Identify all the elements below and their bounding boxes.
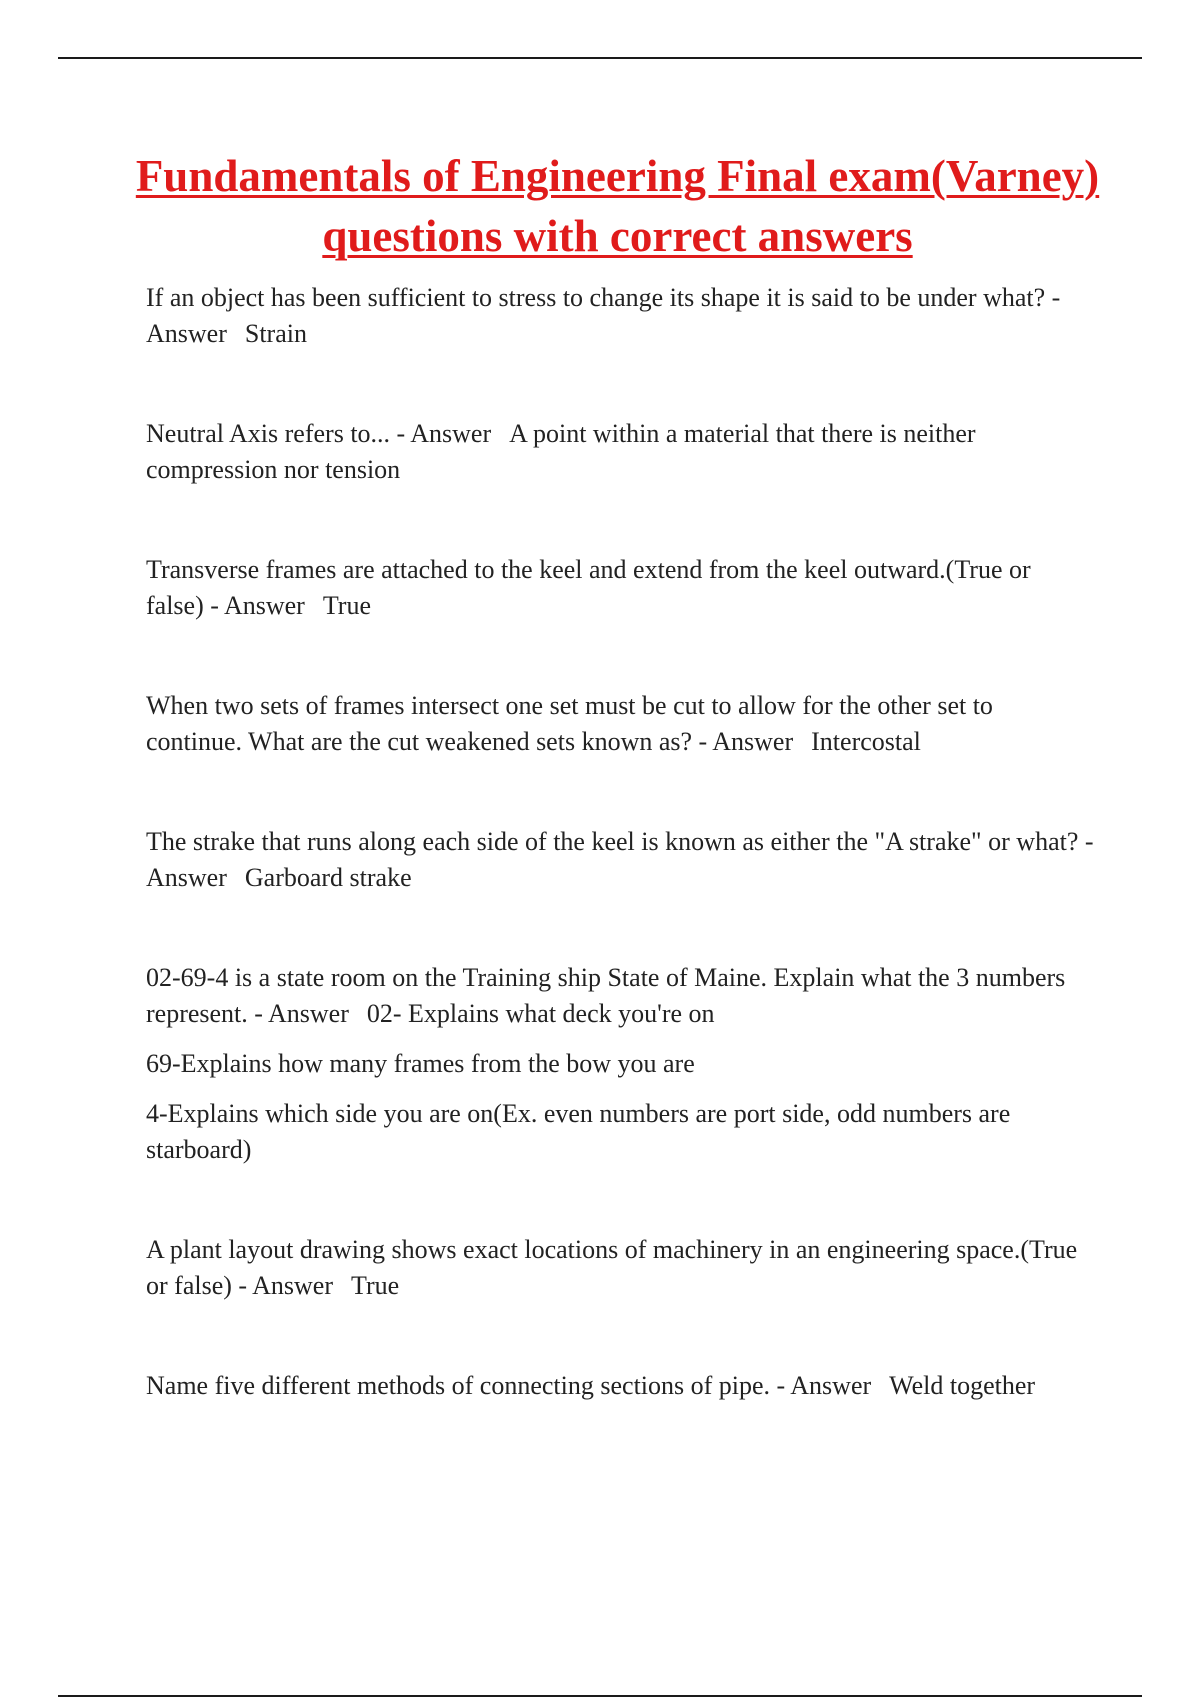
- document-title: Fundamentals of Engineering Final exam(Varney) questions with correct answers: [135, 151, 1100, 261]
- answer-text: Garboard strake: [244, 863, 412, 892]
- qa-item: [146, 1368, 1094, 1404]
- answer-text: Intercostal: [811, 727, 921, 756]
- qa-item: [146, 960, 1094, 1032]
- question-text: The strake that runs along each side of the keel is known as either the "A strake" or what? - Answer: [146, 827, 1094, 892]
- question-text: A plant layout drawing shows exact locations of machinery in an engineering space.(True or false) - Answer: [146, 1235, 1078, 1300]
- answer-text: Strain: [244, 319, 307, 348]
- answer-text: A point within a material that there is neither compression nor tension: [146, 419, 976, 484]
- question-text: 02-69-4 is a state room on the Training ship State of Maine. Explain what the 3 numbers represent. - Answer: [146, 963, 1066, 1028]
- answer-continuation: 69-Explains how many frames from the bow you are: [146, 1049, 695, 1078]
- qa-item: [146, 824, 1094, 896]
- qa-item: [146, 280, 1094, 352]
- qa-item: [146, 552, 1094, 624]
- answer-text: True: [351, 1271, 400, 1300]
- question-text: When two sets of frames intersect one set must be cut to allow for the other set to continue. What are the cut weakened sets known as? - Answer: [146, 691, 993, 756]
- answer-text: 02- Explains what deck you're on: [366, 999, 715, 1028]
- question-text: If an object has been sufficient to stress to change its shape it is said to be under what? - Answer: [146, 283, 1061, 348]
- qa-item: [146, 688, 1094, 760]
- answer-text: Weld together: [889, 1371, 1036, 1400]
- qa-item: [146, 1232, 1094, 1304]
- qa-item: [146, 416, 1094, 488]
- question-text: Name five different methods of connecting sections of pipe. - Answer: [146, 1371, 872, 1400]
- header-rule: [58, 57, 1142, 59]
- qa-list: [146, 280, 1094, 1404]
- question-text: Transverse frames are attached to the keel and extend from the keel outward.(True or false) - Answer: [146, 555, 1031, 620]
- answer-continuation: 4-Explains which side you are on(Ex. even numbers are port side, odd numbers are starboard): [146, 1099, 1011, 1164]
- footer-rule: [58, 1695, 1142, 1697]
- question-text: Neutral Axis refers to... - Answer: [146, 419, 492, 448]
- answer-text: True: [322, 591, 372, 620]
